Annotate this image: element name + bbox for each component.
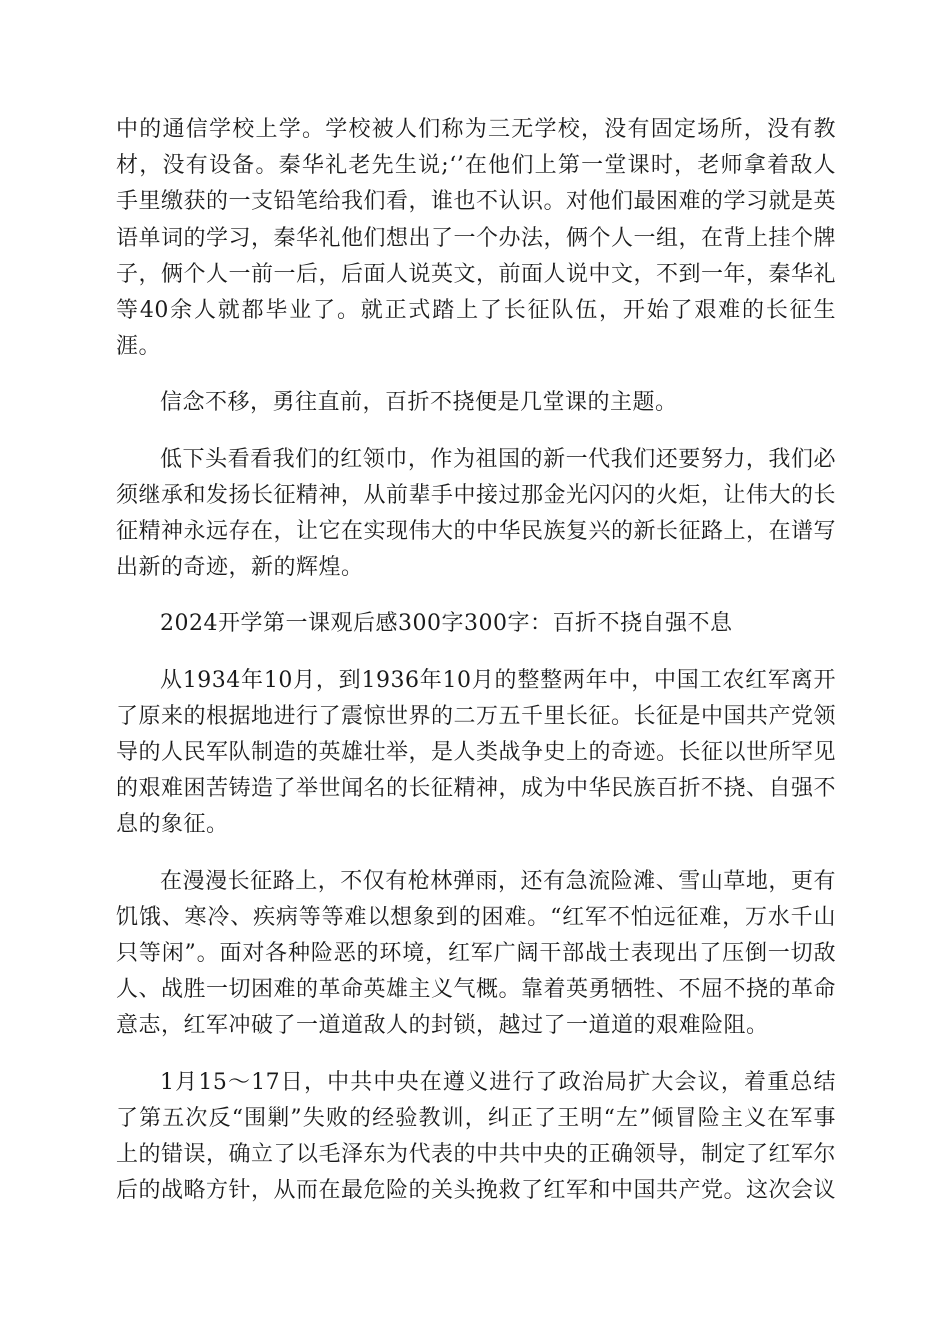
body-paragraph-5: 从1934年10月，到1936年10月的整整两年中，中国工农红军离开了原来的根据地进行了震惊世界的二万五千里长征。长征是中国共产党领导的人民军队制造的英雄壮举，是人类战争史上的奇迹。长征以世所罕见的艰难困苦铸造了举世闻名的长征精神，成为中华民族百折不挠、自强不息的象征。	[116, 667, 837, 838]
section-heading: 2024开学第一课观后感300字300字：百折不挠自强不息	[160, 611, 733, 637]
body-paragraph-6: 在漫漫长征路上，不仅有枪林弹雨，还有急流险滩、雪山草地，更有饥饿、寒冷、疾病等等难以想象到的困难。“红军不怕远征难，万水千山只等闲”。面对各种险恶的环境，红军广阔干部战士表现出了压倒一切敌人、战胜一切困难的革命英雄主义气概。靠着英勇牺牲、不屈不挠的革命意志，红军冲破了一道道敌人的封锁，越过了一道道的艰难险阻。	[116, 868, 837, 1039]
body-paragraph-7: 1月15～17日，中共中央在遵义进行了政治局扩大会议，着重总结了第五次反“围剿”失败的经验教训，纠正了王明“左”倾冒险主义在军事上的错误，确立了以毛泽东为代表的中共中央的正确领导，制定了红军尔后的战略方针，从而在最危险的关头挽救了红军和中国共产党。这次会议	[116, 1069, 837, 1204]
body-paragraph-3: 低下头看看我们的红领巾，作为祖国的新一代我们还要努力，我们必须继承和发扬长征精神，从前辈手中接过那金光闪闪的火炬，让伟大的长征精神永远存在，让它在实现伟大的中华民族复兴的新长征路上，在谱写出新的奇迹，新的辉煌。	[116, 446, 837, 581]
body-paragraph-2: 信念不移，勇往直前，百折不挠便是几堂课的主题。	[160, 390, 678, 416]
body-paragraph-1: 中的通信学校上学。学校被人们称为三无学校，没有固定场所，没有教材，没有设备。秦华礼老先生说;‘’在他们上第一堂课时，老师拿着敌人手里缴获的一支铅笔给我们看，谁也不认识。对他们最困难的学习就是英语单词的学习，秦华礼他们想出了一个办法，俩个人一组，在背上挂个牌子，俩个人一前一后，后面人说英文，前面人说中文，不到一年，秦华礼等40余人就都毕业了。就正式踏上了长征队伍，开始了艰难的长征生涯。	[116, 117, 837, 360]
document-page	[116, 112, 836, 1229]
